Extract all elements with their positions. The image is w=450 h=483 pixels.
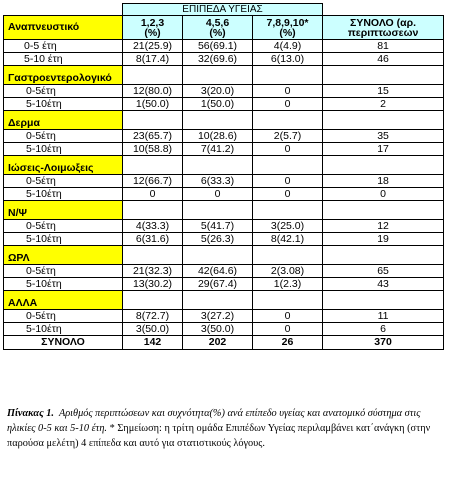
age-group-label: 5-10έτη: [4, 143, 123, 156]
table-row: [4, 98, 444, 111]
total-value: 15: [323, 85, 444, 98]
levels-4-6-value: 5(41.7): [183, 220, 253, 233]
levels-4-6-value: 3(20.0): [183, 85, 253, 98]
total-value: 6: [323, 323, 444, 336]
age-group-label: 5-10έτη: [4, 323, 123, 336]
total-value: 2: [323, 98, 444, 111]
levels-7-10-value: 0: [253, 98, 323, 111]
levels-7-10-value: 6(13.0): [253, 53, 323, 66]
section-title: Ν/Ψ: [4, 201, 123, 220]
empty-cell: [123, 66, 183, 85]
empty-cell: [253, 66, 323, 85]
levels-1-3-value: 12(66.7): [123, 175, 183, 188]
levels-7-10-value: 2(3.08): [253, 265, 323, 278]
total-value: 81: [323, 40, 444, 53]
section-title-row: [4, 66, 444, 85]
section-title: Δερμα: [4, 111, 123, 130]
levels-1-3-value: 23(65.7): [123, 130, 183, 143]
levels-4-6-value: 7(41.2): [183, 143, 253, 156]
age-group-label: 5-10 έτη: [4, 53, 123, 66]
levels-4-6-value: 1(50.0): [183, 98, 253, 111]
empty-cell: [253, 111, 323, 130]
empty-cell: [183, 156, 253, 175]
total-value: 11: [323, 310, 444, 323]
table-row: [4, 53, 444, 66]
levels-4-6-value: 10(28.6): [183, 130, 253, 143]
totals-label: ΣΥΝΟΛΟ: [4, 336, 123, 350]
col-header-levels-4-6: 4,5,6 (%): [183, 16, 253, 40]
age-group-label: 5-10έτη: [4, 98, 123, 111]
empty-cell: [323, 291, 444, 310]
empty-cell: [323, 246, 444, 265]
col-header-levels-7-10: 7,8,9,10* (%): [253, 16, 323, 40]
levels-7-10-value: 0: [253, 143, 323, 156]
total-value: 17: [323, 143, 444, 156]
section-title: ΑΛΛΑ: [4, 291, 123, 310]
totals-levels-4-6: 202: [183, 336, 253, 350]
levels-4-6-value: 32(69.6): [183, 53, 253, 66]
table-row: [4, 310, 444, 323]
table-row: [4, 143, 444, 156]
section-title-row: [4, 156, 444, 175]
table-row: [4, 188, 444, 201]
levels-1-3-value: 4(33.3): [123, 220, 183, 233]
levels-1-3-value: 0: [123, 188, 183, 201]
table-row: [4, 233, 444, 246]
age-group-label: 0-5έτη: [4, 265, 123, 278]
empty-cell: [183, 66, 253, 85]
section-title-row: [4, 201, 444, 220]
empty-cell: [323, 111, 444, 130]
caption-note: Σημείωση: η τρίτη ομάδα Επιπέδων Υγείας περιλαμβάνει κατ΄ανάγκη (στην παρούσα μελέτη) 4 επίπεδα και αυτό για στατιστικούς λόγους.: [7, 423, 431, 450]
levels-1-3-value: 8(17.4): [123, 53, 183, 66]
levels-4-6-value: 29(67.4): [183, 278, 253, 291]
empty-cell: [323, 156, 444, 175]
levels-1-3-value: 1(50.0): [123, 98, 183, 111]
table-row: [4, 323, 444, 336]
total-value: 0: [323, 188, 444, 201]
section-title-row: [4, 246, 444, 265]
levels-7-10-value: 0: [253, 85, 323, 98]
totals-levels-7-10: 26: [253, 336, 323, 350]
empty-cell: [123, 201, 183, 220]
empty-cell: [183, 246, 253, 265]
table-row: [4, 40, 444, 53]
caption-star-mark: *: [109, 423, 115, 435]
empty-cell: [253, 201, 323, 220]
empty-cell: [123, 246, 183, 265]
table-row: [4, 278, 444, 291]
age-group-label: 5-10έτη: [4, 188, 123, 201]
levels-1-3-value: 10(58.8): [123, 143, 183, 156]
levels-7-10-value: 4(4.9): [253, 40, 323, 53]
total-value: 46: [323, 53, 444, 66]
section-title-row: [4, 111, 444, 130]
age-group-label: 5-10έτη: [4, 278, 123, 291]
blank-corner-cell: [4, 4, 123, 16]
table-row: [4, 175, 444, 188]
levels-7-10-value: 3(25.0): [253, 220, 323, 233]
col-header-total: ΣΥΝΟΛΟ (αρ. περιπτωσεων: [323, 16, 444, 40]
age-group-label: 5-10έτη: [4, 233, 123, 246]
levels-4-6-value: 6(33.3): [183, 175, 253, 188]
totals-overall: 370: [323, 336, 444, 350]
total-value: 19: [323, 233, 444, 246]
total-value: 35: [323, 130, 444, 143]
age-group-label: 0-5έτη: [4, 130, 123, 143]
empty-cell: [123, 156, 183, 175]
total-value: 18: [323, 175, 444, 188]
levels-7-10-value: 0: [253, 188, 323, 201]
levels-4-6-value: 56(69.1): [183, 40, 253, 53]
levels-7-10-value: 0: [253, 323, 323, 336]
levels-4-6-value: 42(64.6): [183, 265, 253, 278]
totals-levels-1-3: 142: [123, 336, 183, 350]
section-title-respiratory: Αναπνευστικό: [4, 16, 123, 40]
empty-cell: [323, 66, 444, 85]
age-group-label: 0-5έτη: [4, 310, 123, 323]
age-group-label: 0-5έτη: [4, 85, 123, 98]
empty-cell: [253, 291, 323, 310]
levels-1-3-value: 13(30.2): [123, 278, 183, 291]
levels-4-6-value: 0: [183, 188, 253, 201]
levels-7-10-value: 2(5.7): [253, 130, 323, 143]
totals-row: [4, 336, 444, 350]
col-header-levels-1-3: 1,2,3 (%): [123, 16, 183, 40]
empty-cell: [183, 201, 253, 220]
table-caption: [7, 406, 443, 452]
levels-1-3-value: 8(72.7): [123, 310, 183, 323]
age-group-label: 0-5έτη: [4, 175, 123, 188]
section-title: ΩΡΛ: [4, 246, 123, 265]
total-value: 43: [323, 278, 444, 291]
section-title: Γαστροεντερολογικό: [4, 66, 123, 85]
caption-label: Πίνακας 1.: [7, 408, 54, 419]
empty-cell: [253, 246, 323, 265]
column-header-row: [4, 16, 444, 40]
section-title: Ιώσεις-Λοιμωξεις: [4, 156, 123, 175]
section-title-row: [4, 291, 444, 310]
levels-1-3-value: 12(80.0): [123, 85, 183, 98]
blank-top-right-cell: [323, 4, 444, 16]
table-row: [4, 130, 444, 143]
levels-7-10-value: 8(42.1): [253, 233, 323, 246]
empty-cell: [183, 111, 253, 130]
levels-1-3-value: 21(32.3): [123, 265, 183, 278]
levels-4-6-value: 5(26.3): [183, 233, 253, 246]
empty-cell: [253, 156, 323, 175]
table-row: [4, 85, 444, 98]
group-header-row: [4, 4, 444, 16]
empty-cell: [123, 111, 183, 130]
total-value: 12: [323, 220, 444, 233]
levels-7-10-value: 0: [253, 310, 323, 323]
levels-1-3-value: 6(31.6): [123, 233, 183, 246]
levels-7-10-value: 1(2.3): [253, 278, 323, 291]
levels-7-10-value: 0: [253, 175, 323, 188]
levels-1-3-value: 21(25.9): [123, 40, 183, 53]
empty-cell: [323, 201, 444, 220]
levels-4-6-value: 3(27.2): [183, 310, 253, 323]
age-group-label: 0-5 έτη: [4, 40, 123, 53]
health-levels-heading: ΕΠΙΠΕΔΑ ΥΓΕΙΑΣ: [123, 4, 323, 16]
empty-cell: [183, 291, 253, 310]
levels-1-3-value: 3(50.0): [123, 323, 183, 336]
caption-description: Αριθμός περιπτώσεων και συχνότητα(%) ανά επίπεδο υγείας και ανατομικό σύστημα στις ηλικίες 0-5 και 5-10 έτη.: [7, 408, 421, 435]
levels-4-6-value: 3(50.0): [183, 323, 253, 336]
table-row: [4, 220, 444, 233]
health-levels-table: [3, 3, 444, 350]
empty-cell: [123, 291, 183, 310]
age-group-label: 0-5έτη: [4, 220, 123, 233]
table-row: [4, 265, 444, 278]
total-value: 65: [323, 265, 444, 278]
table-body: [4, 4, 444, 350]
